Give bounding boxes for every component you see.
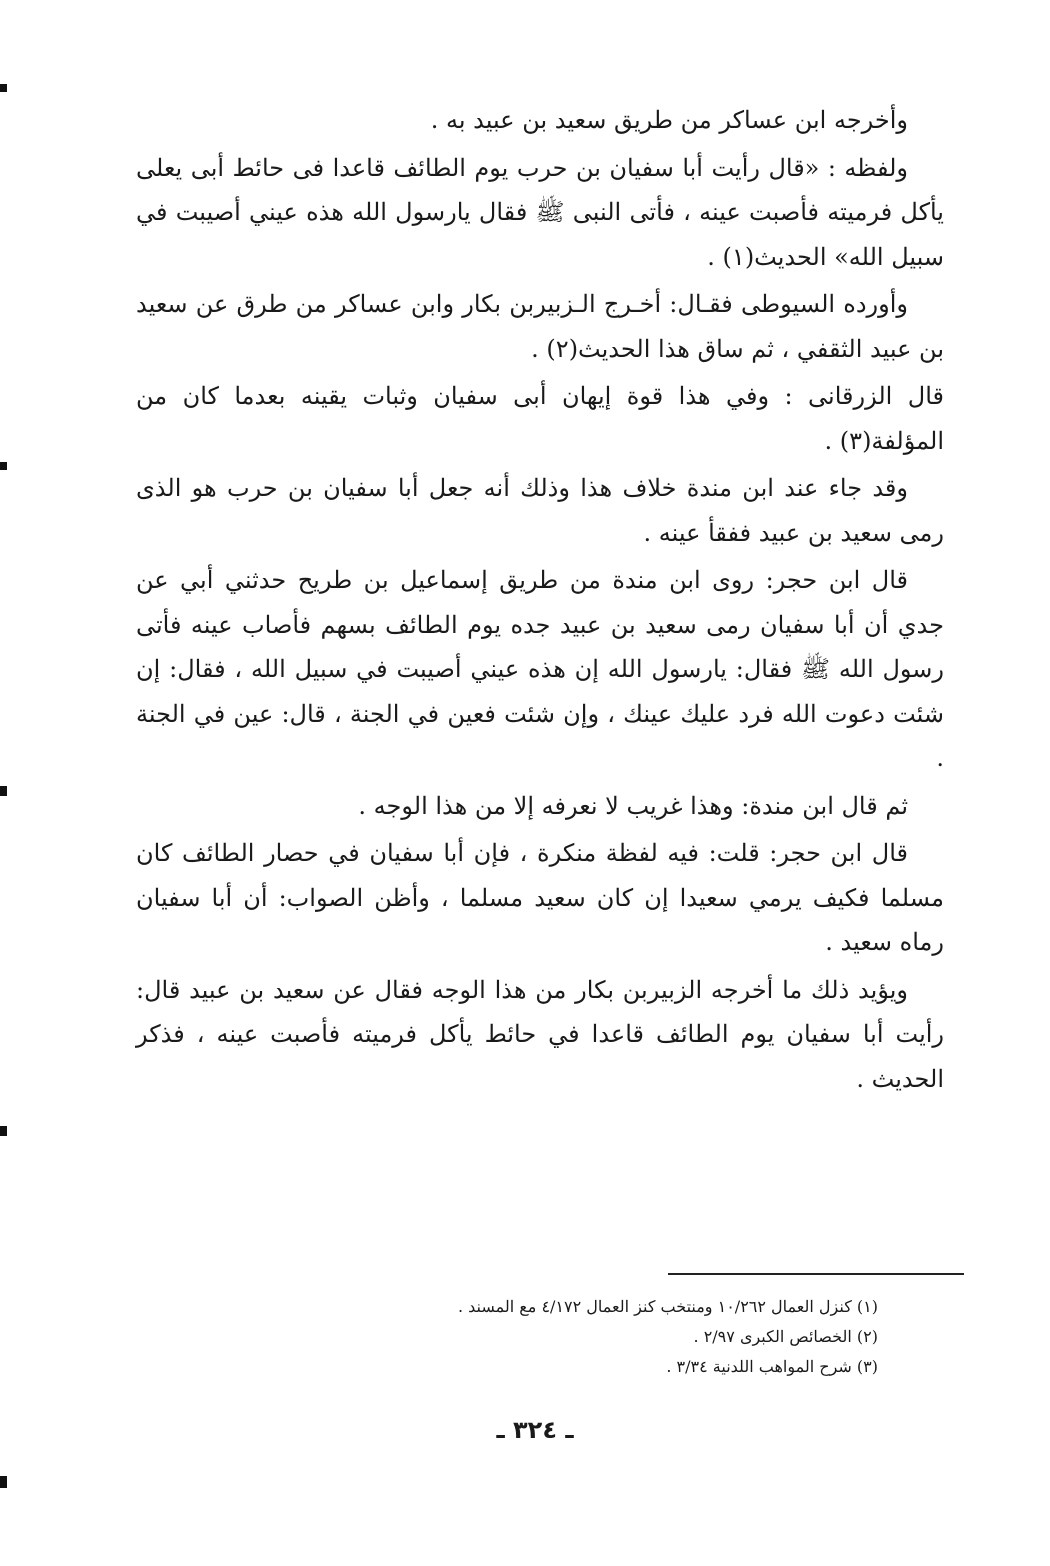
paragraph-2: ولفظه : «قال رأيت أبا سفيان بن حرب يوم الطائف قاعدا فى حائط أبى يعلى يأكل فرميته فأصبت عينه ، فأتى النبى ﷺ فقال يارسول الله هذه عيني أصيبت في سبيل الله» الحديث(١) .	[136, 153, 944, 271]
paragraph-9: ويؤيد ذلك ما أخرجه الزبيربن بكار من هذا الوجه فقال عن سعيد بن عبيد قال: رأيت أبا سفيان يوم الطائف قاعدا في حائط يأكل فرميته فأصبت عينه ، فذكر الحديث .	[136, 975, 945, 1093]
scan-edge-mark	[0, 786, 7, 796]
scan-edge-mark	[0, 1126, 7, 1136]
scan-edge-mark	[0, 1476, 7, 1488]
footnote-divider	[668, 1273, 964, 1275]
paragraph-8: قال ابن حجر: قلت: فيه لفظة منكرة ، فإن أبا سفيان في حصار الطائف كان مسلما فكيف يرمي سعيدا إن كان سعيد مسلما ، وأظن الصواب: أن أبا سفيان رماه سعيد .	[136, 839, 944, 956]
main-text	[136, 98, 944, 1104]
footnote-2: (٢) الخصائص الكبرى ٢/٩٧ .	[693, 1327, 878, 1346]
scan-edge-mark	[0, 84, 7, 92]
paragraph-6: قال ابن حجر: روى ابن مندة من طريق إسماعيل بن طريح حدثني أبي عن جدي أن أبا سفيان رمى سعيد بن عبيد جده يوم الطائف بسهم فأصاب عينه فأتى رسول الله ﷺ فقال: يارسول الله إن هذه عيني أصيبت في سبيل الله ، فقال: إن شئت دعوت الله فرد عليك عينك ، وإن شئت فعين في الجنة ، قال: عين في الجنة .	[136, 566, 944, 772]
page-number: ـ ٣٢٤ ـ	[496, 1416, 574, 1444]
footnote-3: (٣) شرح المواهب اللدنية ٣/٣٤ .	[666, 1357, 878, 1376]
paragraph-3: وأورده السيوطى فقـال: أخـرج الـزبيربن بكار وابن عساكر من طرق عن سعيد بن عبيد الثقفي ، ثم ساق هذا الحديث(٢) .	[136, 290, 944, 363]
scan-edge-mark	[0, 462, 7, 470]
footnotes	[300, 1292, 878, 1382]
paragraph-7: ثم قال ابن مندة: وهذا غريب لا نعرفه إلا من هذا الوجه .	[358, 791, 908, 820]
footnote-1: (١) كنزل العمال ١٠/٢٦٢ ومنتخب كنز العمال ٤/١٧٢ مع المسند .	[457, 1297, 878, 1316]
paragraph-4: قال الزرقانى : وفي هذا قوة إيهان أبى سفيان وثبات يقينه بعدما كان من المؤلفة(٣) .	[136, 382, 944, 455]
paragraph-1: وأخرجه ابن عساكر من طريق سعيد بن عبيد به .	[430, 106, 908, 134]
paragraph-5: وقد جاء عند ابن مندة خلاف هذا وذلك أنه جعل أبا سفيان بن حرب هو الذى رمى سعيد بن عبيد ففقأ عينه .	[136, 474, 944, 547]
